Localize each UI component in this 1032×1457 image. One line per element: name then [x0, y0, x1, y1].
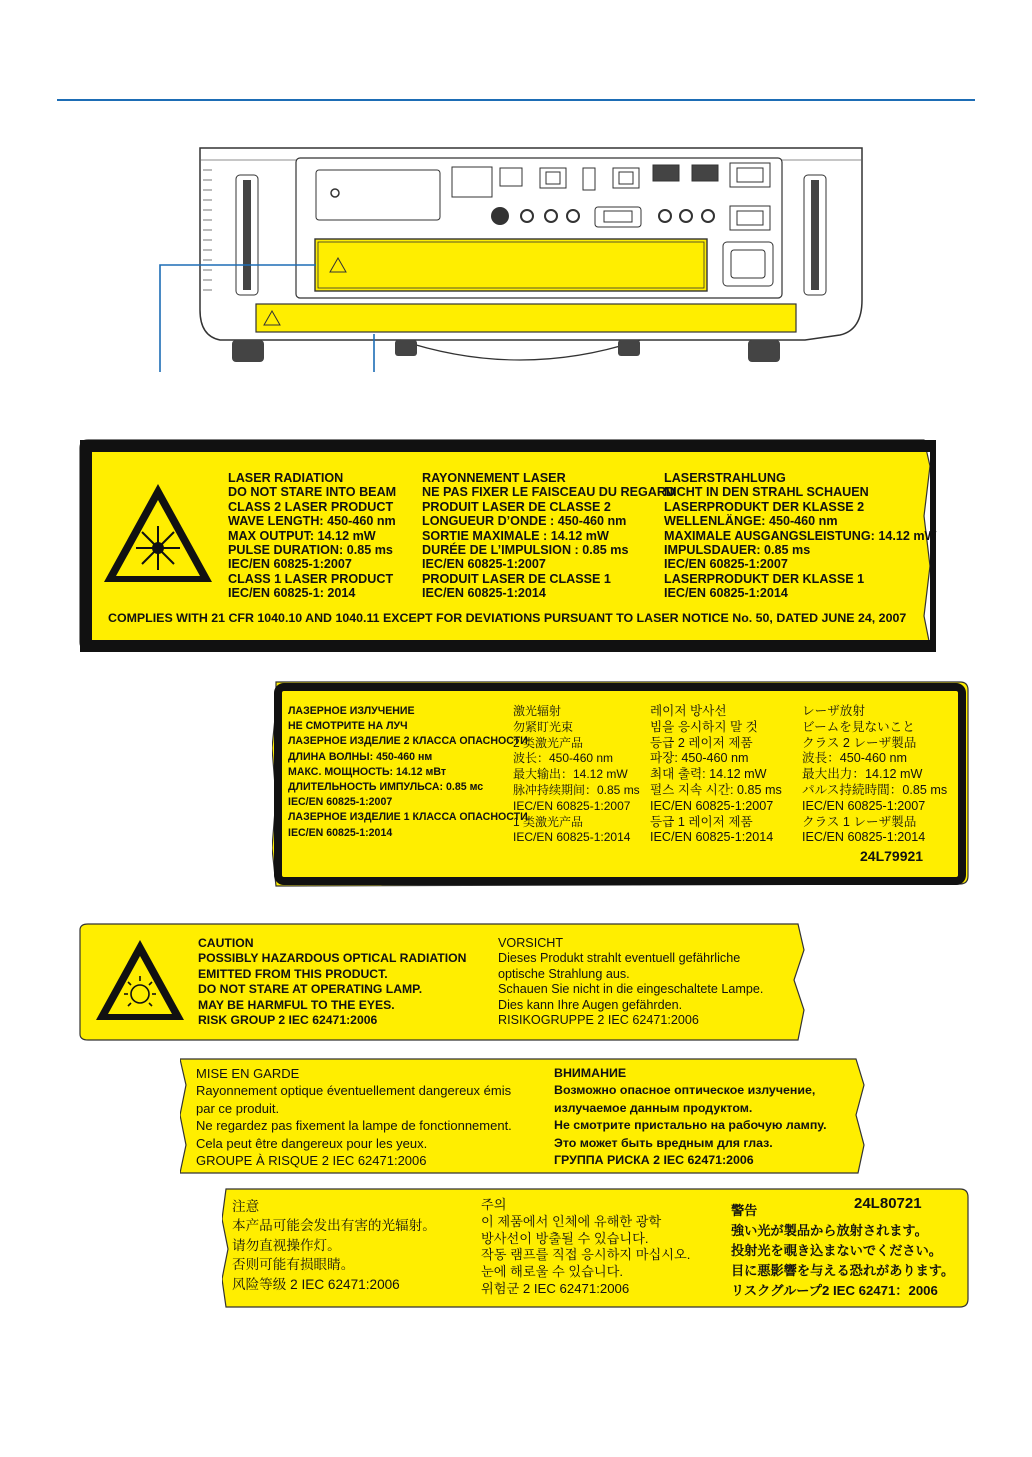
- laser-text-ko: 레이저 방사선 빔을 응시하지 말 것 등급 2 레이저 제품 파장: 450-460 nm 최대 출력: 14.12 mW 펄스 지속 시간: 0.85 ms IEC/EN 60825-1:2007 등급 1 레이저 제품 IEC/EN 60825-1:2014: [650, 704, 782, 845]
- laser-text-ja: レーザ放射 ビームを見ないこと クラス 2 レーザ製品 波長：450-460 nm 最大出力：14.12 mW パルス持続時間：0.85 ms IEC/EN 60825-1:2007 クラス 1 レーザ製品 IEC/EN 60825-1:2014: [802, 704, 948, 845]
- laser-label-1: [78, 436, 936, 654]
- laser-text-zh: 激光辐射 勿紧盯光束 2 类激光产品 波长：450-460 nm 最大输出：14.12 mW 脉冲持续期间：0.85 ms IEC/EN 60825-1:2007 1 类激光产品 IEC/EN 60825-1:2014: [513, 704, 640, 845]
- laser-compliance-text: COMPLIES WITH 21 CFR 1040.10 AND 1040.11 EXCEPT FOR DEVIATIONS PURSUANT TO LASER NOTICE No. 50, DATED JUNE 24, 2007: [108, 611, 907, 625]
- lamp-label-3: [222, 1185, 972, 1311]
- lamp-label-2: [180, 1055, 870, 1177]
- laser-text-de: LASERSTRAHLUNG NICHT IN DEN STRAHL SCHAUEN LASERPRODUKT DER KLASSE 2 WELLENLÄNGE: 450-460 nm MAXIMALE AUSGANGSLEISTUNG: 14.12 mW IMPULSDAUER: 0.85 ms IEC/EN 60825-1:2007 LASERPRODUKT DER KLASSE 1 IEC/EN 60825-1:2014: [664, 471, 937, 601]
- lamp-text-zh: 注意 本产品可能会发出有害的光辐射。 请勿直视操作灯。 否则可能有损眼睛。 风险等级 2 IEC 62471:2006: [232, 1199, 436, 1292]
- laser-text-fr: RAYONNEMENT LASER NE PAS FIXER LE FAISCEAU DU REGARD PRODUIT LASER DE CLASSE 2 LONGUEUR D’ONDE : 450-460 nm SORTIE MAXIMALE : 14.12 mW DURÉE DE L’IMPULSION : 0.85 ms IEC/EN 60825-1:2007 PRODUIT LASER DE CLASSE 1 IEC/EN 60825-1:2014: [422, 471, 676, 601]
- lamp-text-fr: MISE EN GARDE Rayonnement optique éventuellement dangereux émis par ce produit. Ne regardez pas fixement la lampe de fonctionnement. Cela peut être dangereux pour les yeux. GROUPE À RISQUE 2 IEC 62471:2006: [196, 1066, 512, 1169]
- lamp-text-de: VORSICHT Dieses Produkt strahlt eventuell gefährliche optische Strahlung aus. Schauen Sie nicht in die eingeschaltete Lampe. Dies kann Ihre Augen gefährden. RISIKOGRUPPE 2 IEC 62471:2006: [498, 936, 764, 1028]
- lamp-text-en: CAUTION POSSIBLY HAZARDOUS OPTICAL RADIATION EMITTED FROM THIS PRODUCT. DO NOT STARE AT OPERATING LAMP. MAY BE HARMFUL TO THE EYES. RISK GROUP 2 IEC 62471:2006: [198, 936, 467, 1028]
- laser-text-ru: ЛАЗЕРНОЕ ИЗЛУЧЕНИЕ НЕ СМОТРИТЕ НА ЛУЧ ЛАЗЕРНОЕ ИЗДЕЛИЕ 2 КЛАССА ОПАСНОСТИ ДЛИНА ВОЛНЫ: 450-460 нм МАКС. МОЩНОСТЬ: 14.12 мВт ДЛИТЕЛЬНОСТЬ ИМПУЛЬСА: 0.85 мс IEC/EN 60825-1:2007 ЛАЗЕРНОЕ ИЗДЕЛИЕ 1 КЛАССА ОПАСНОСТИ IEC/EN 60825-1:2014: [288, 705, 528, 839]
- lamp-label-1: [78, 920, 808, 1044]
- projector-rear-view: [0, 0, 1032, 420]
- lamp-label-code: 24L80721: [854, 1195, 922, 1212]
- laser-text-en: LASER RADIATION DO NOT STARE INTO BEAM CLASS 2 LASER PRODUCT WAVE LENGTH: 450-460 nm MAX OUTPUT: 14.12 mW PULSE DURATION: 0.85 ms IEC/EN 60825-1:2007 CLASS 1 LASER PRODUCT IEC/EN 60825-1: 2014: [228, 471, 397, 601]
- lamp-text-ko: 주의 이 제품에서 인체에 유해한 광학 방사선이 방출될 수 있습니다. 작동 램프를 직접 응시하지 마십시오. 눈에 해로울 수 있습니다. 위험군 2 IEC 62471:2006: [481, 1197, 691, 1296]
- lamp-text-ru: ВНИМАНИЕ Возможно опасное оптическое излучение, излучаемое данным продуктом. Не смотрите пристально на рабочую лампу. Это может быть вредным для глаз. ГРУППА РИСКА 2 IEC 62471:2006: [554, 1066, 827, 1168]
- laser-label-code: 24L79921: [860, 848, 924, 864]
- laser-label-2: [272, 678, 972, 890]
- lamp-text-ja: 警告 強い光が製品から放射されます。 投射光を覗き込まないでください。 目に悪影響を与える恐れがあります。 リスクグループ2 IEC 62471：2006: [731, 1203, 955, 1298]
